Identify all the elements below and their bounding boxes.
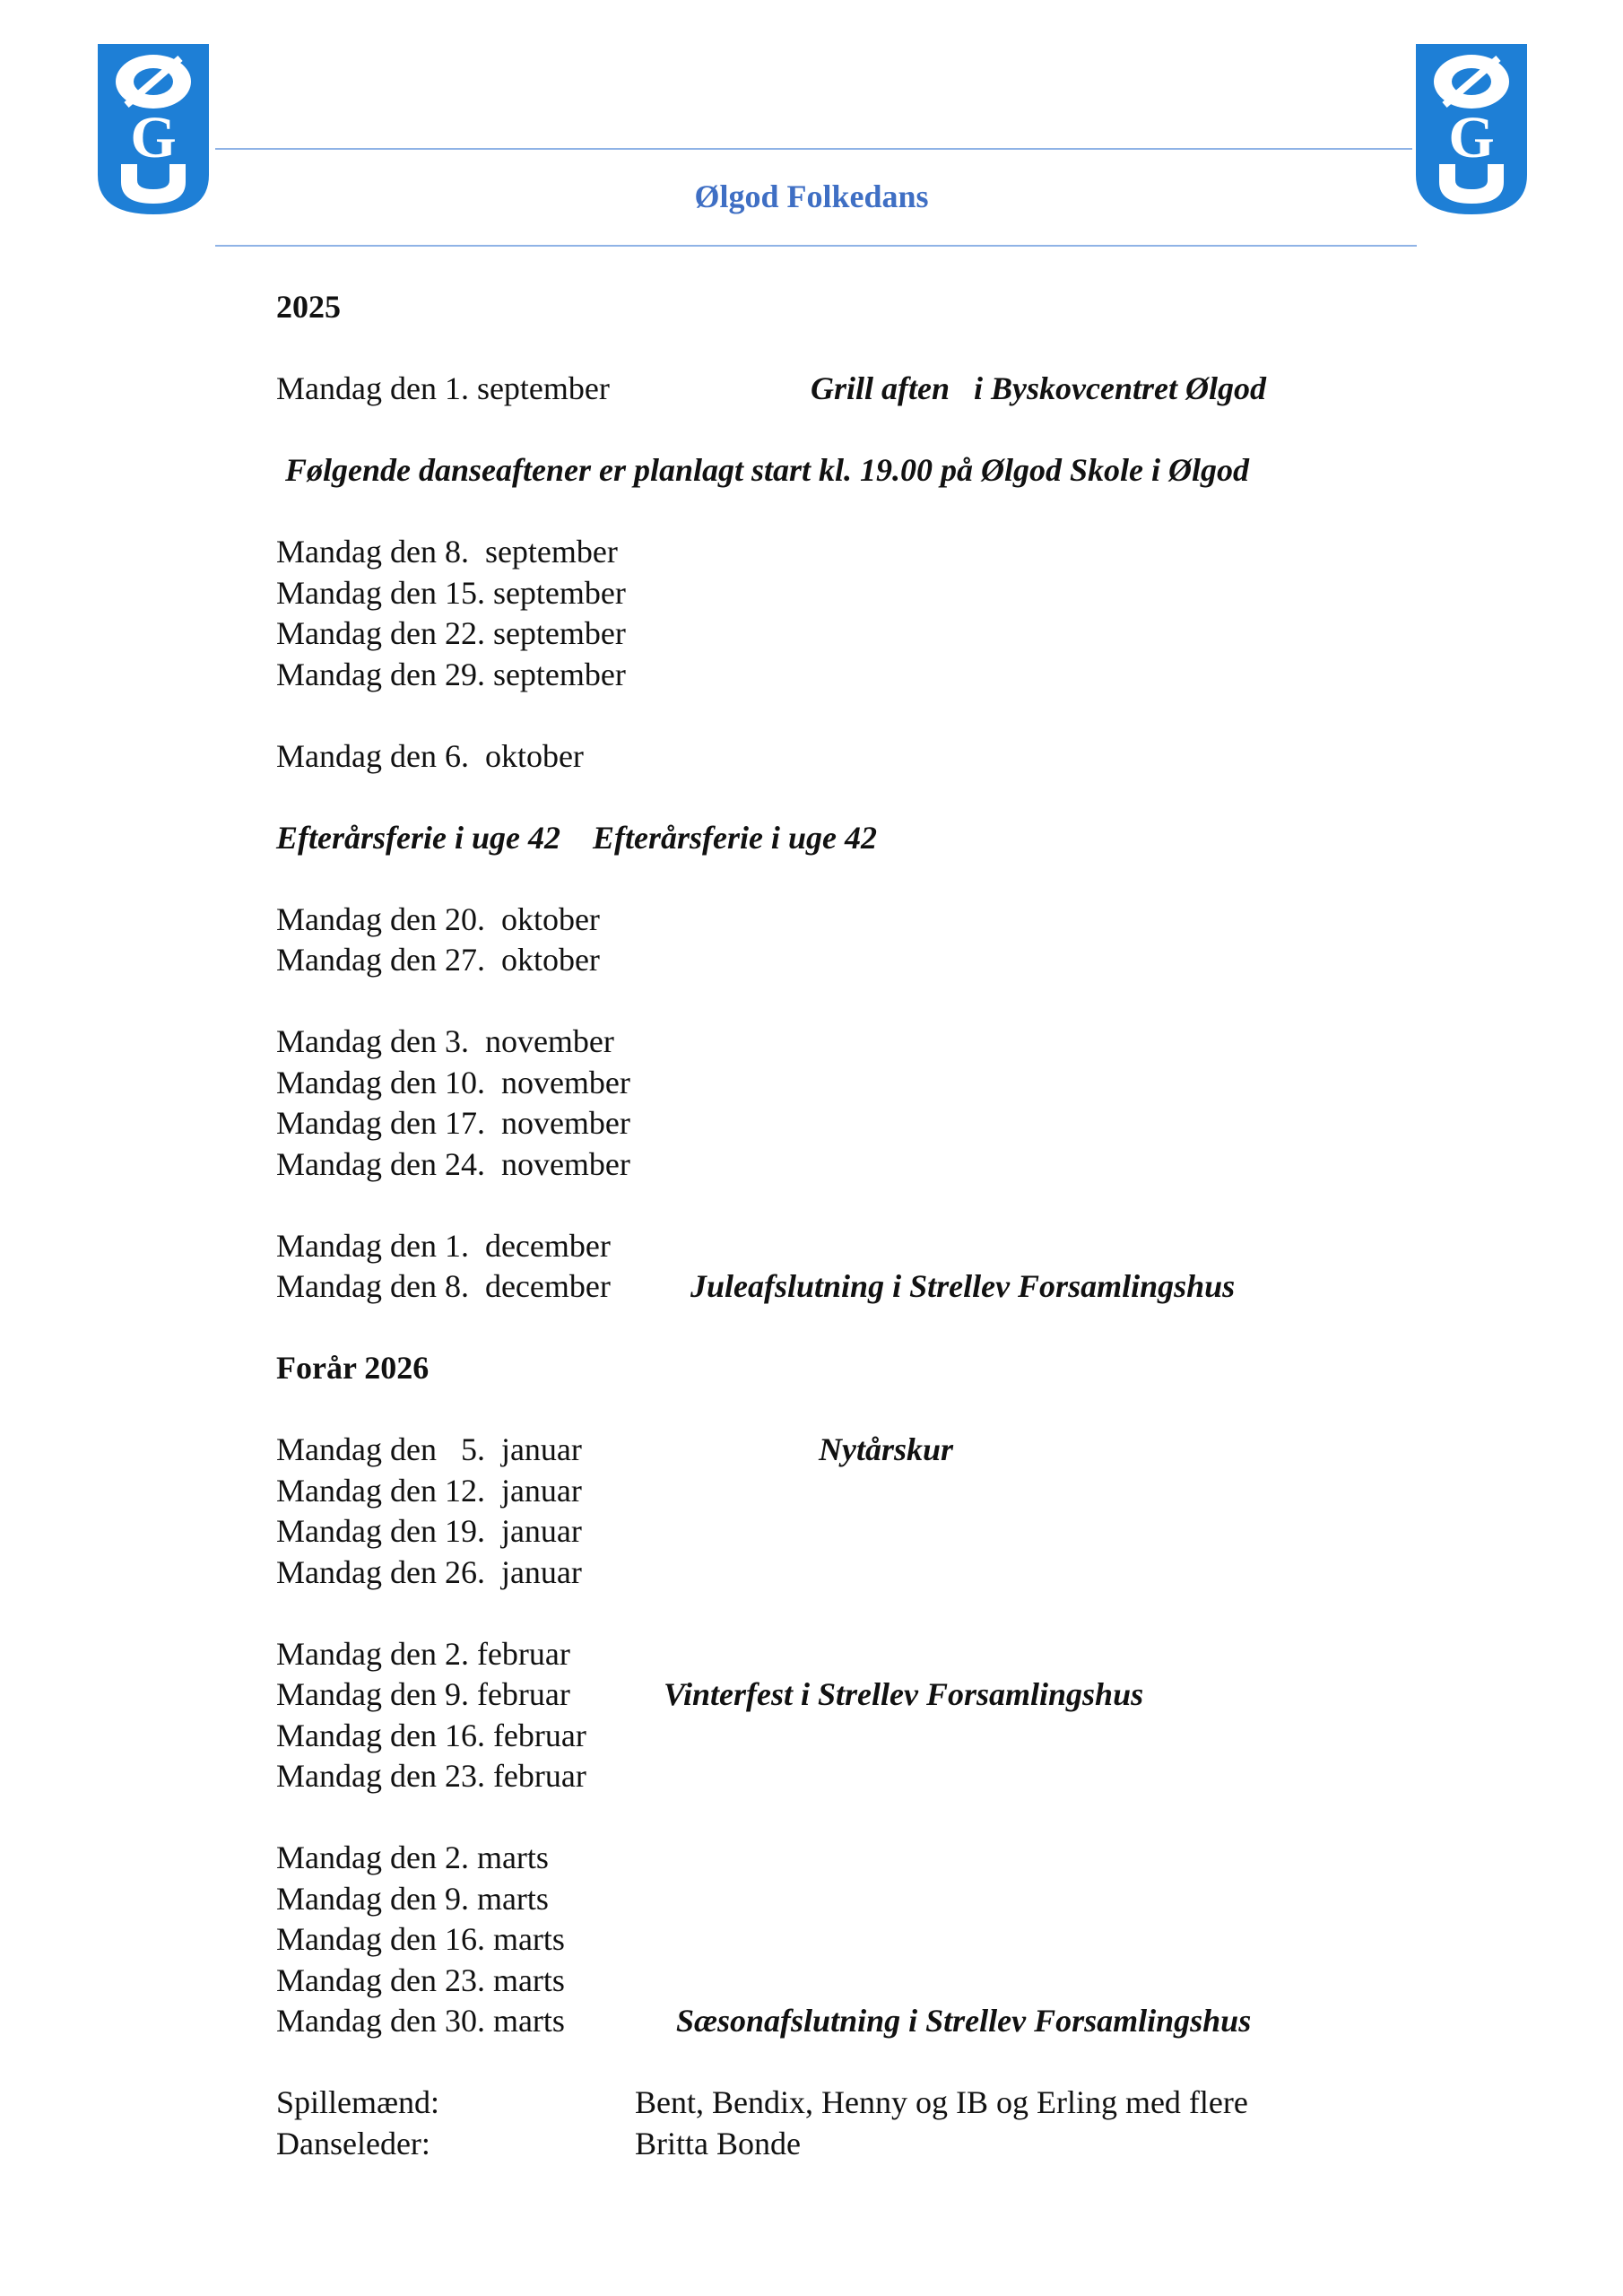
- header-rule-top: [215, 148, 1412, 150]
- schedule-event-note: Sæsonafslutning i Strellev Forsamlingshus: [676, 2003, 1252, 2039]
- section-heading-2025: 2025: [276, 289, 341, 325]
- schedule-row: Mandag den 19. januar: [276, 1513, 582, 1549]
- leader-label: Danseleder:: [276, 2125, 430, 2161]
- schedule-row: Mandag den 6. oktober: [276, 737, 584, 774]
- logo-letter-g: G: [1448, 105, 1495, 170]
- musicians-row: [276, 2083, 1442, 2124]
- schedule-row: Mandag den 2. marts: [276, 1839, 549, 1875]
- schedule-event-note: Vinterfest i Strellev Forsamlingshus: [664, 1676, 1144, 1712]
- schedule-row: Mandag den 9. marts: [276, 1880, 549, 1917]
- schedule-row: Mandag den 27. oktober: [276, 942, 600, 978]
- section-heading-2026: Forår 2026: [276, 1350, 430, 1386]
- schedule-row-newyear: [276, 1430, 1442, 1471]
- schedule-row: Mandag den 23. februar: [276, 1758, 586, 1794]
- header-rule-bottom: [215, 245, 1417, 247]
- schedule-row: Mandag den 17. november: [276, 1105, 630, 1141]
- musicians-value: Bent, Bendix, Henny og IB og Erling med flere: [635, 2084, 1248, 2120]
- leader-row: [276, 2124, 1442, 2165]
- schedule-row: Mandag den 10. november: [276, 1064, 630, 1100]
- schedule-row: Mandag den 15. september: [276, 574, 626, 611]
- schedule-row-winterfest: [276, 1674, 1442, 1716]
- schedule-row: Mandag den 8. september: [276, 534, 618, 570]
- schedule-date: Mandag den 8. december: [276, 1268, 611, 1304]
- schedule-row: Mandag den 16. februar: [276, 1717, 586, 1753]
- schedule-row: Mandag den 1. december: [276, 1227, 611, 1264]
- autumn-break-note: Efterårsferie i uge 42 Efterårsferie i uge 42: [276, 819, 877, 856]
- schedule-date: Mandag den 1. september: [276, 370, 610, 406]
- schedule-row-christmas: [276, 1266, 1442, 1308]
- schedule-row: Mandag den 2. februar: [276, 1635, 570, 1672]
- musicians-label: Spillemænd:: [276, 2084, 440, 2120]
- schedule-row: Mandag den 29. september: [276, 656, 626, 692]
- schedule-row: Mandag den 24. november: [276, 1145, 630, 1182]
- schedule-row: Mandag den 12. januar: [276, 1472, 582, 1509]
- schedule-row: Mandag den 3. november: [276, 1023, 614, 1059]
- leader-value: Britta Bonde: [635, 2125, 801, 2161]
- schedule-row: Mandag den 20. oktober: [276, 900, 600, 937]
- schedule-date: Mandag den 9. februar: [276, 1676, 570, 1712]
- schedule-intro: Følgende danseaftener er planlagt start kl. 19.00 på Ølgod Skole i Ølgod: [285, 452, 1250, 488]
- schedule-event-note: Juleafslutning i Strellev Forsamlingshus: [690, 1268, 1236, 1304]
- schedule-row: Mandag den 16. marts: [276, 1921, 565, 1957]
- schedule-date: Mandag den 30. marts: [276, 2003, 565, 2039]
- schedule-row-season-end: [276, 2001, 1442, 2042]
- schedule-event-note: Grill aften i Byskovcentret Ølgod: [811, 370, 1266, 406]
- schedule-event-note: Nytårskur: [819, 1431, 954, 1467]
- logo-letter-g: G: [130, 105, 177, 170]
- schedule-row: Mandag den 23. marts: [276, 1961, 565, 1998]
- schedule-body: [276, 287, 1442, 2164]
- page-title: Ølgod Folkedans: [694, 178, 929, 214]
- schedule-row-grill: [276, 369, 1442, 410]
- schedule-row: Mandag den 22. september: [276, 615, 626, 651]
- schedule-row: Mandag den 26. januar: [276, 1553, 582, 1590]
- schedule-date: Mandag den 5. januar: [276, 1431, 582, 1467]
